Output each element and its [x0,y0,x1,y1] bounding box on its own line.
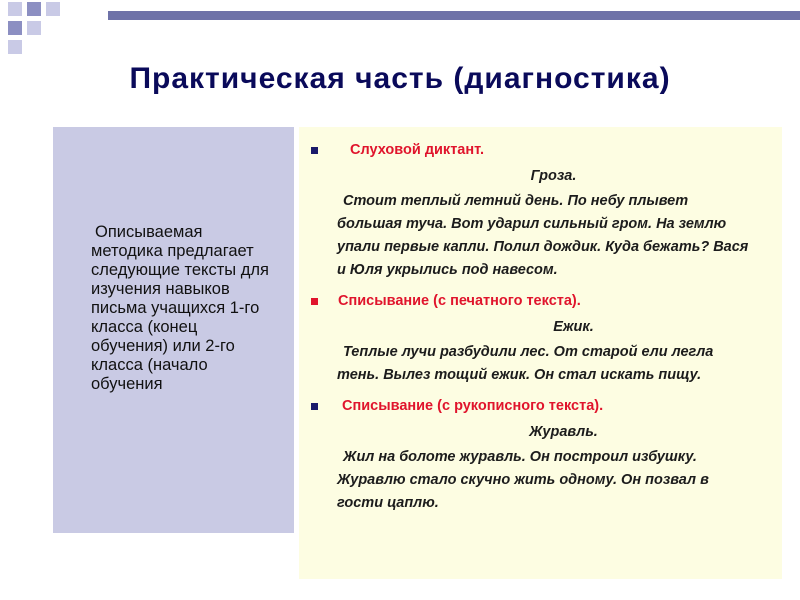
text-title: Ежик. [553,319,594,335]
text-body: Теплые лучи разбудили лес. От старой ели легла тень. Вылез тощий ежик. Он стал искать пищу. [337,344,714,383]
deco-square-5 [27,21,41,35]
deco-square-2 [27,2,41,16]
page-title: Практическая часть (диагностика) [129,62,671,95]
section-dictation [311,141,756,282]
deco-square-3 [46,2,60,16]
section-heading: Списывание (с рукописного текста). [342,398,604,414]
deco-square-1 [8,2,22,16]
text-title: Журавль. [529,424,598,440]
text-body: Жил на болоте журавль. Он построил избушку. Журавлю стало скучно жить одному. Он позвал в гости цаплю. [337,449,709,511]
title-accent-bar [108,11,800,20]
bullet-square-icon [311,298,318,305]
section-heading: Списывание (с печатного текста). [338,293,581,309]
text-body: Стоит теплый летний день. По небу плывет большая туча. Вот ударил сильный гром. На землю упали первые капли. Полил дождик. Куда бежать? Вася и Юля укрылись под навесом. [337,193,749,278]
deco-square-6 [8,40,22,54]
section-handwritten-copy [311,397,756,515]
bullet-square-icon [311,403,318,410]
bullet-square-icon [311,147,318,154]
section-print-copy [311,292,756,387]
section-heading: Слуховой диктант. [350,142,484,158]
text-title: Гроза. [530,168,577,184]
right-panel [299,127,782,579]
deco-square-4 [8,21,22,35]
left-panel-text: Описываемая методика предлагает следующие тексты для изучения навыков письма учащихся 1-го класса (конец обучения) или 2-го класса (начало обучения [91,223,269,393]
left-panel [53,127,294,533]
